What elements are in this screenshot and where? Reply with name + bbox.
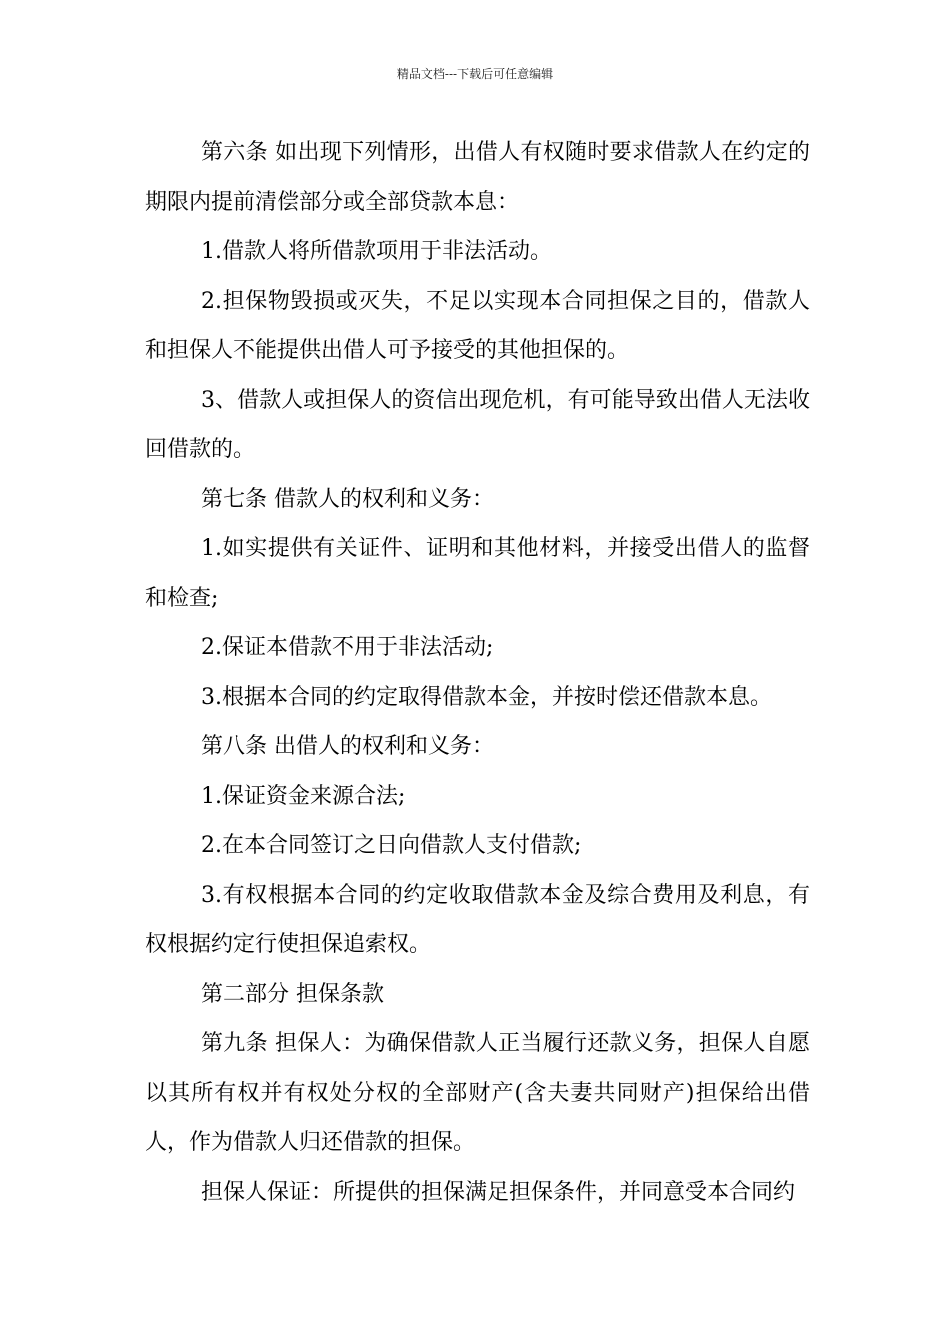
paragraph-article-6: 第六条 如出现下列情形，出借人有权随时要求借款人在约定的期限内提前清偿部分或全部贷款本息： xyxy=(145,140,810,215)
paragraph-article-7: 第七条 借款人的权利和义务： xyxy=(201,486,494,512)
paragraph-article-8-item-3: 3.有权根据本合同的约定收取借款本金及综合费用及利息，有权根据约定行使担保追索权。 xyxy=(145,882,810,957)
paragraph-article-6-item-1: 1.借款人将所借款项用于非法活动。 xyxy=(201,239,552,264)
paragraph-article-8-item-1: 1.保证资金来源合法; xyxy=(201,783,406,809)
paragraph-article-8: 第八条 出借人的权利和义务： xyxy=(201,734,494,759)
paragraph-article-7-item-2: 2.保证本借款不用于非法活动; xyxy=(201,635,494,660)
paragraph-article-8-item-2: 2.在本合同签订之日向借款人支付借款; xyxy=(201,833,582,858)
paragraph-article-7-item-1: 1.如实提供有关证件、证明和其他材料，并接受出借人的监督和检查; xyxy=(145,536,810,611)
section-heading-part-2: 第二部分 担保条款 xyxy=(201,981,384,1007)
document-body xyxy=(145,128,810,1217)
page-header: 精品文档---下载后可任意编辑 xyxy=(396,67,554,81)
paragraph-article-9: 第九条 担保人：为确保借款人正当履行还款义务，担保人自愿以其所有权并有权处分权的全部财产(含夫妻共同财产)担保给出借人，作为借款人归还借款的担保。 xyxy=(145,1031,810,1155)
paragraph-article-7-item-3: 3.根据本合同的约定取得借款本金，并按时偿还借款本息。 xyxy=(201,684,772,710)
paragraph-article-6-item-2: 2.担保物毁损或灭失，不足以实现本合同担保之目的，借款人和担保人不能提供出借人可予接受的其他担保的。 xyxy=(145,288,810,363)
paragraph-guarantor-assurance: 担保人保证：所提供的担保满足担保条件，并同意受本合同约 xyxy=(201,1179,796,1205)
paragraph-article-6-item-3: 3、借款人或担保人的资信出现危机，有可能导致出借人无法收回借款的。 xyxy=(145,387,810,462)
